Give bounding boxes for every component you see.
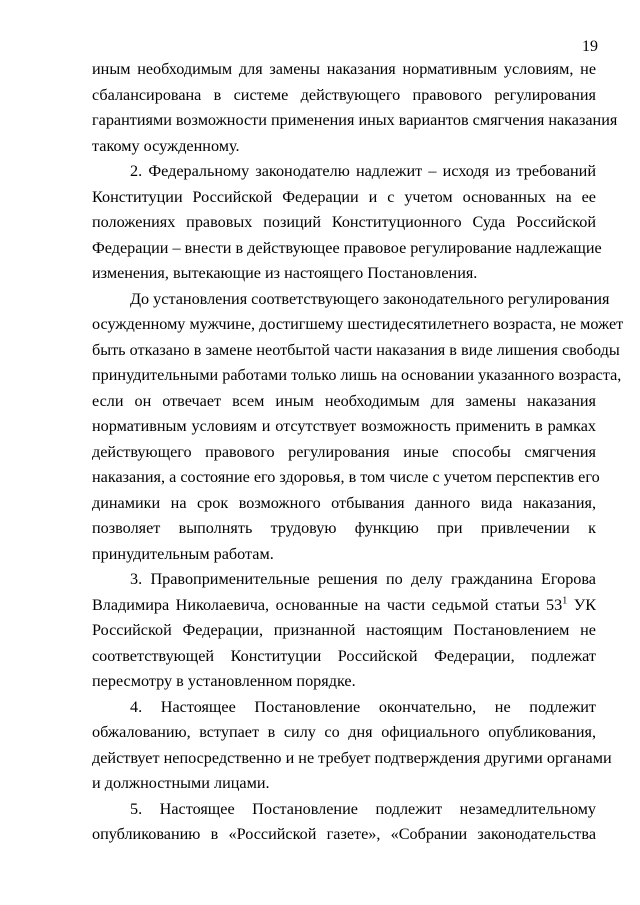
text-line: иным необходимым для замены наказания нормативным условиям, не <box>92 60 596 78</box>
page-number: 19 <box>582 38 598 55</box>
text-line: осужденному мужчине, достигшему шестидесятилетнего возраста, не может <box>92 315 624 333</box>
text-fragment: Владимира Николаевича, основанные на части седьмой статьи 53 <box>92 595 563 614</box>
text-line: позволяет выполнять трудовую функцию при привлечении к <box>92 519 596 537</box>
text-line: 3. Правоприменительные решения по делу гражданина Егорова <box>130 570 596 588</box>
text-line: Конституции Российской Федерации и с учетом основанных на ее <box>92 187 596 206</box>
document-body <box>92 57 624 848</box>
text-line: положениях правовых позиций Конституционного Суда Российской <box>92 213 596 231</box>
text-line: принудительным работам. <box>92 544 274 563</box>
text-line: До установления соответствующего законодательного регулирования <box>130 289 610 308</box>
text-line-with-footnote <box>92 593 596 619</box>
paragraph <box>92 57 618 159</box>
text-line: сбалансирована в системе действующего правового регулирования <box>92 85 596 104</box>
paragraph-item-4 <box>92 695 612 797</box>
text-line: пересмотру в установленном порядке. <box>92 672 356 690</box>
text-line: нормативным условиям и отсутствует возможность применить в рамках <box>92 417 596 435</box>
text-line: если он отвечает всем иным необходимым для замены наказания <box>92 391 596 410</box>
text-line: гарантиями возможности применения иных вариантов смягчения наказания <box>92 111 618 129</box>
paragraph <box>92 287 624 568</box>
text-line: Федерации – внести в действующее правовое регулирование надлежащие <box>92 238 602 257</box>
text-line: такому осужденному. <box>92 136 240 155</box>
footnote-superscript: 1 <box>562 595 568 607</box>
text-line: 2. Федеральному законодателю надлежит – исходя из требований <box>130 162 596 180</box>
text-line: обжалованию, вступает в силу со дня официального опубликования, <box>92 723 596 741</box>
text-line: действует непосредственно и не требует подтверждения другими органами <box>92 748 612 767</box>
paragraph-item-5 <box>92 797 596 848</box>
text-line: принудительными работами только лишь на основании указанного возраста, <box>92 366 622 384</box>
text-line: 4. Настоящее Постановление окончательно, не подлежит <box>130 697 596 716</box>
paragraph-item-2 <box>92 159 602 287</box>
text-line: динамики на срок возможного отбывания данного вида наказания, <box>92 493 596 512</box>
paragraph-item-3 <box>92 567 596 695</box>
text-line: соответствующей Конституции Российской Федерации, подлежат <box>92 646 596 665</box>
text-line: Российской Федерации, признанной настоящим Постановлением не <box>92 621 596 639</box>
text-line: 5. Настоящее Постановление подлежит незамедлительному <box>130 799 596 818</box>
text-line: наказания, а состояние его здоровья, в том числе с учетом перспектив его <box>92 468 600 486</box>
text-line: действующего правового регулирования иные способы смягчения <box>92 442 596 461</box>
text-line: изменения, вытекающие из настоящего Постановления. <box>92 264 478 282</box>
text-fragment: УК <box>567 595 596 614</box>
text-line: и должностными лицами. <box>92 774 270 792</box>
text-line: опубликованию в «Российской газете», «Собрании законодательства <box>92 825 596 843</box>
text-line: быть отказано в замене неотбытой части наказания в виде лишения свободы <box>92 340 620 359</box>
